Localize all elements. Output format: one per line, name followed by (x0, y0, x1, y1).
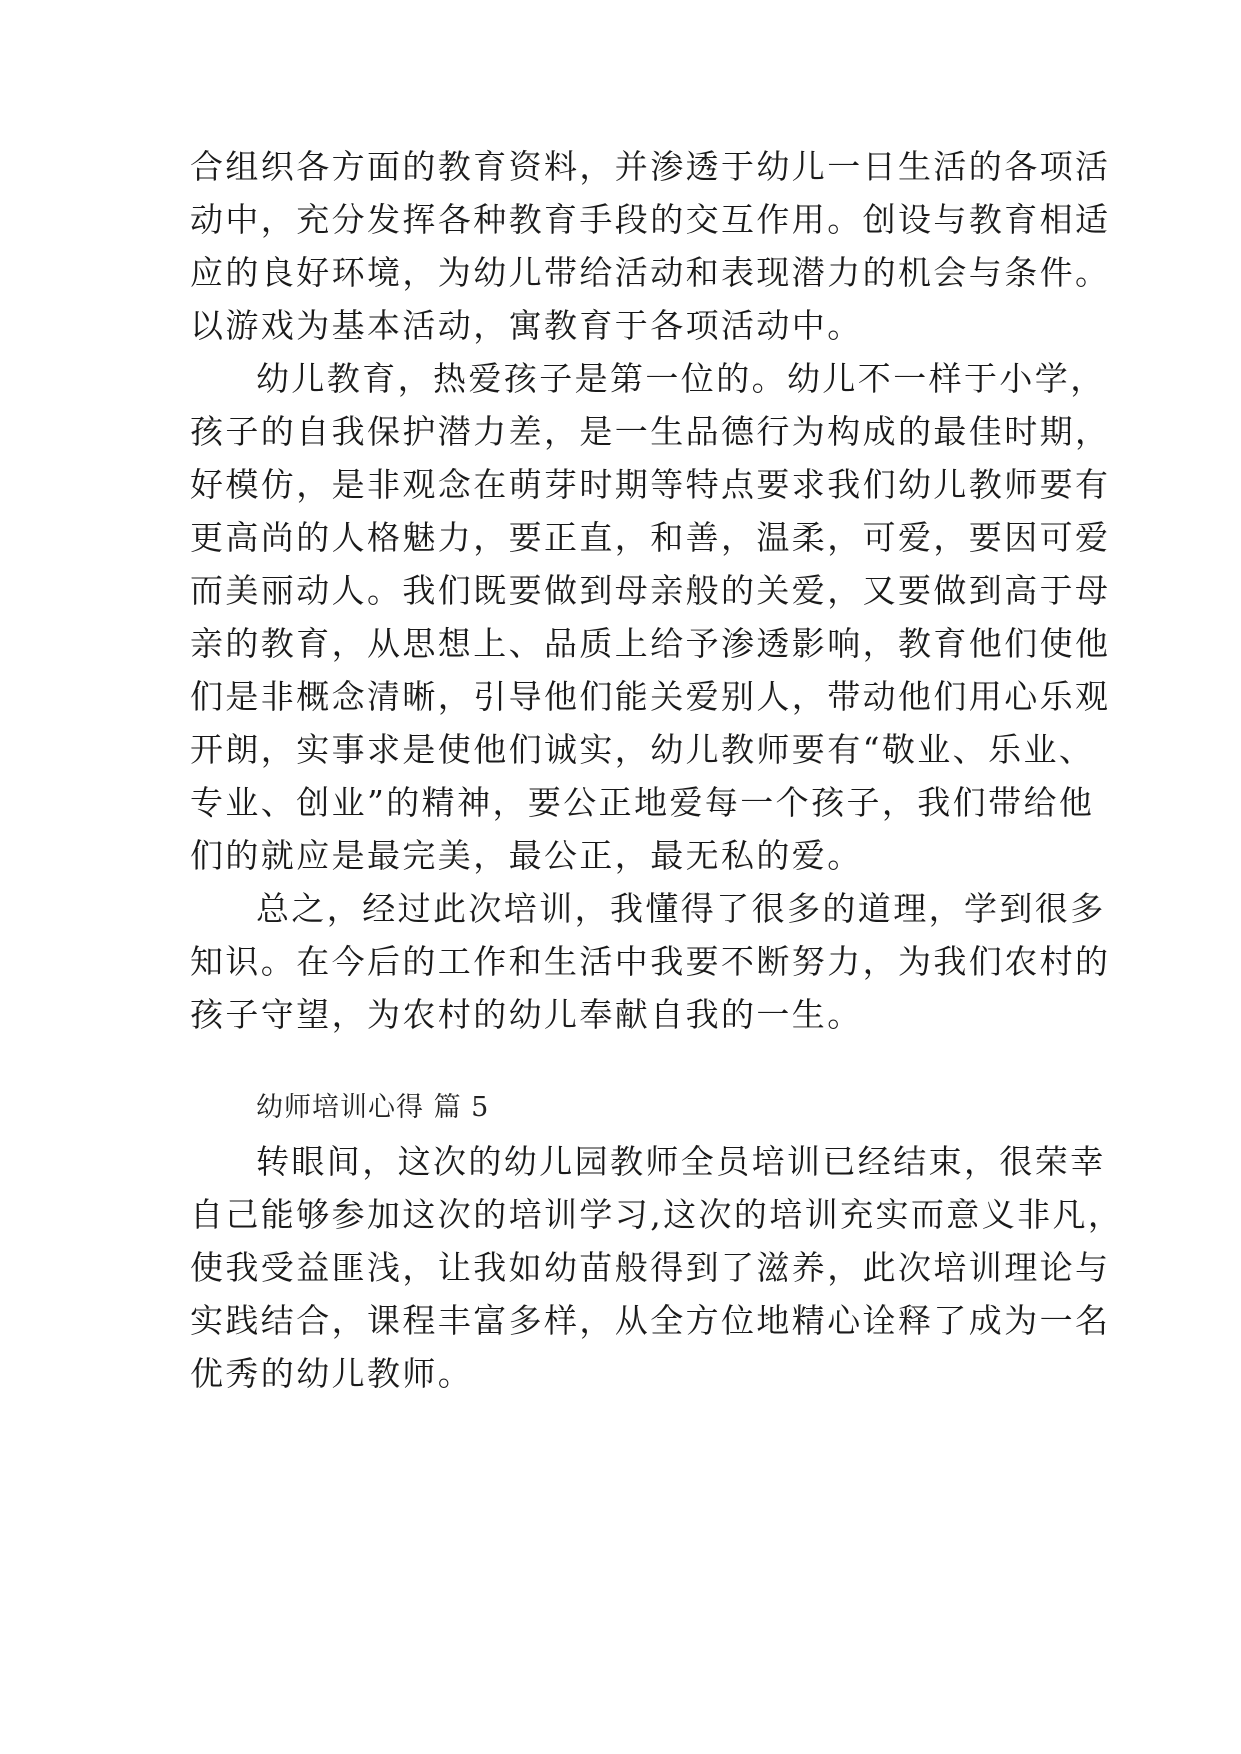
paragraph-line: 使我受益匪浅，让我如幼苗般得到了滋养，此次培训理论与 (190, 1248, 1111, 1287)
paragraph-line: 知识。在今后的工作和生活中我要不断努力，为我们农村的 (190, 942, 1111, 981)
paragraph-line: 孩子守望，为农村的幼儿奉献自我的一生。 (190, 995, 863, 1034)
section-heading: 幼师培训心得 篇 5 (256, 1092, 490, 1123)
paragraph-line: 专业、创业”的精神，要公正地爱每一个孩子，我们带给他 (190, 783, 1095, 822)
paragraph-line: 幼儿教育，热爱孩子是第一位的。幼儿不一样于小学， (256, 359, 1106, 398)
paragraph-line: 开朗，实事求是使他们诚实，幼儿教师要有“敬业、乐业、 (190, 730, 1095, 769)
paragraph-line: 总之，经过此次培训，我懂得了很多的道理，学到很多 (256, 889, 1106, 928)
paragraph-line: 转眼间，这次的幼儿园教师全员培训已经结束，很荣幸 (256, 1142, 1106, 1181)
paragraph-line: 孩子的自我保护潜力差，是一生品德行为构成的最佳时期， (190, 412, 1111, 451)
paragraph-line: 优秀的幼儿教师。 (190, 1354, 474, 1393)
paragraph-line: 亲的教育，从思想上、品质上给予渗透影响，教育他们使他 (190, 624, 1111, 663)
paragraph-line: 而美丽动人。我们既要做到母亲般的关爱，又要做到高于母 (190, 571, 1111, 610)
paragraph-line: 合组织各方面的教育资料，并渗透于幼儿一日生活的各项活 (190, 147, 1111, 186)
paragraph-line: 更高尚的人格魅力，要正直，和善，温柔，可爱，要因可爱 (190, 518, 1111, 557)
paragraph-line: 们的就应是最完美，最公正，最无私的爱。 (190, 836, 863, 875)
paragraph-line: 好模仿，是非观念在萌芽时期等特点要求我们幼儿教师要有 (190, 465, 1111, 504)
paragraph-line: 实践结合，课程丰富多样，从全方位地精心诠释了成为一名 (190, 1301, 1111, 1340)
paragraph-line: 动中，充分发挥各种教育手段的交互作用。创设与教育相适 (190, 200, 1111, 239)
paragraph-line: 应的良好环境，为幼儿带给活动和表现潜力的机会与条件。 (190, 253, 1111, 292)
paragraph-line: 以游戏为基本活动，寓教育于各项活动中。 (190, 306, 863, 345)
paragraph-line: 们是非概念清晰，引导他们能关爱别人，带动他们用心乐观 (190, 677, 1111, 716)
paragraph-line: 自己能够参加这次的培训学习,这次的培训充实而意义非凡， (190, 1195, 1124, 1234)
